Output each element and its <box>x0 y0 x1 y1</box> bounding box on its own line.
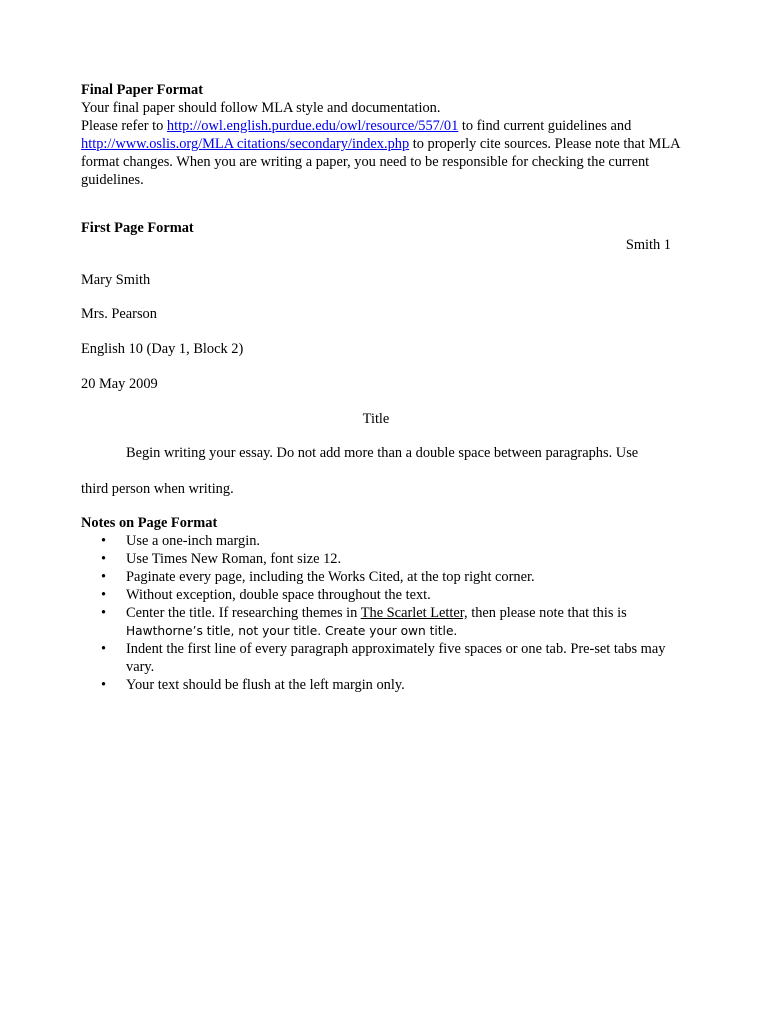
note-text: Use Times New Roman, font size 12. <box>126 551 342 567</box>
refer-mid: to find current guidelines and <box>458 118 632 134</box>
bullet-icon: • <box>101 605 107 621</box>
list-item <box>81 532 681 550</box>
purdue-owl-link[interactable]: http://owl.english.purdue.edu/owl/resource/557/01 <box>166 118 459 134</box>
refer-suffix: to properly cite sources. Please note that MLA format changes. When you are writing a paper, you need to be responsible for checking the current guidelines. <box>81 136 680 188</box>
bullet-icon: • <box>101 569 107 585</box>
list-item <box>81 550 681 568</box>
note-text: Use a one-inch margin. <box>126 533 261 549</box>
note-text: Your text should be flush at the left margin only. <box>126 677 405 693</box>
notes-heading: Notes on Page Format <box>81 515 218 531</box>
bullet-icon: • <box>101 587 107 603</box>
sample-title: Title <box>362 411 390 427</box>
list-item <box>81 676 681 694</box>
intro-section <box>81 81 681 189</box>
bullet-icon: • <box>101 641 107 657</box>
bullet-icon: • <box>101 533 107 549</box>
note-text: Center the title. If researching themes in <box>126 605 361 621</box>
list-item <box>81 568 681 586</box>
note-text: Indent the first line of every paragraph approximately five spaces or one tab. Pre-set tabs may vary. <box>126 641 666 675</box>
sample-body-line-2: third person when writing. <box>81 481 234 497</box>
note-text: Hawthorne’s title, not your title. Create your own title. <box>126 624 458 638</box>
refer-prefix: Please refer to <box>81 118 167 134</box>
final-paper-format-heading: Final Paper Format <box>81 82 204 98</box>
note-text: Without exception, double space throughout the text. <box>126 587 431 603</box>
oslis-link[interactable]: http://www.oslis.org/MLA citations/secondary/index.php <box>81 136 410 152</box>
intro-refer-paragraph <box>81 117 681 189</box>
bullet-icon: • <box>101 551 107 567</box>
paper-date: 20 May 2009 <box>81 376 158 392</box>
bullet-icon: • <box>101 677 107 693</box>
notes-list <box>81 532 681 694</box>
list-item <box>81 640 681 676</box>
sample-body-line-1: Begin writing your essay. Do not add more than a double space between paragraphs. Use <box>126 445 639 461</box>
list-item <box>81 604 681 640</box>
list-item <box>81 586 681 604</box>
page-header-name-number: Smith 1 <box>625 237 671 253</box>
notes-section <box>81 514 681 694</box>
intro-line-mla: Your final paper should follow MLA style and documentation. <box>81 100 441 116</box>
note-text: Paginate every page, including the Works Cited, at the top right corner. <box>126 569 535 585</box>
student-name: Mary Smith <box>81 272 151 288</box>
scarlet-letter-title: The Scarlet Letter, <box>360 605 468 621</box>
teacher-name: Mrs. Pearson <box>81 306 157 322</box>
first-page-format-heading: First Page Format <box>81 220 194 236</box>
note-text: then please note that this is <box>467 605 627 621</box>
course-info: English 10 (Day 1, Block 2) <box>81 341 244 357</box>
